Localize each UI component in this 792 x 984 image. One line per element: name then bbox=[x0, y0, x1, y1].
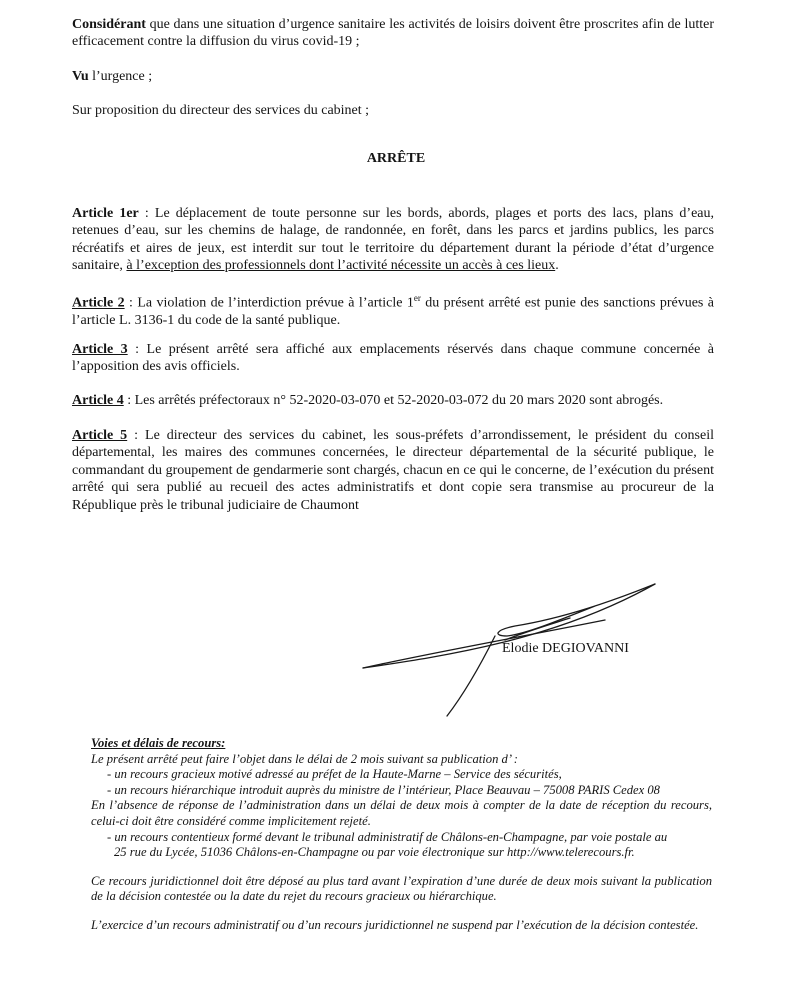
recours-item-gracieux: - un recours gracieux motivé adressé au préfet de la Haute-Marne – Service des sécurités, bbox=[107, 767, 562, 782]
vu-text: l’urgence ; bbox=[88, 69, 153, 84]
article-2-text-after: du présent arrêté est punie des sanctions prévues à l’article L. 3136-1 du code de la santé publique. bbox=[72, 295, 714, 329]
article-5-text: Le directeur des services du cabinet, les sous-préfets d’arrondissement, le président du conseil départemental, les maires des communes concernées, le directeur départemental de la sécurité publique, le commandant du groupement de gendarmerie sont chargés, chacun en ce qui le concerne, de l’exécution du présent arrêté qui sera publié au recueil des actes administratifs et dont copie sera transmise au procureur de la République près le tribunal judiciaire de Chaumont bbox=[72, 428, 715, 513]
article-1-exception: à l’exception des professionnels dont l’activité nécessite un accès à ces lieux bbox=[126, 258, 556, 274]
article-2-superscript: er bbox=[413, 293, 421, 303]
article-3 bbox=[72, 341, 714, 376]
signature-stroke bbox=[498, 584, 655, 636]
article-4-label: Article 4 bbox=[72, 393, 124, 408]
vu-paragraph bbox=[72, 68, 714, 85]
recours-item-contentieux: - un recours contentieux formé devant le tribunal administratif de Châlons-en-Champagne, par voie postale au bbox=[107, 829, 668, 844]
article-4-text: Les arrêtés préfectoraux n° 52-2020-03-070 et 52-2020-03-072 du 20 mars 2020 sont abrogés. bbox=[134, 393, 664, 408]
signatory-name: Elodie DEGIOVANNI bbox=[502, 641, 629, 656]
article-3-text: Le présent arrêté sera affiché aux emplacements réservés dans chaque commune concernée à l’apposition des avis officiels. bbox=[72, 342, 714, 375]
recours-section bbox=[91, 736, 712, 934]
article-5-separator: : bbox=[127, 428, 146, 443]
recours-intro: Le présent arrêté peut faire l’objet dans le délai de 2 mois suivant sa publication d’ : bbox=[91, 751, 518, 766]
recours-heading: Voies et délais de recours: bbox=[91, 736, 226, 750]
article-2-separator: : bbox=[124, 295, 138, 311]
vu-lead: Vu bbox=[72, 69, 89, 84]
recours-suspension: L’exercice d’un recours administratif ou d’un recours juridictionnel ne suspend par l’exécution de la décision contestée. bbox=[91, 917, 699, 932]
article-3-label: Article 3 bbox=[72, 342, 128, 357]
article-1-label: Article 1er bbox=[72, 206, 139, 221]
article-4-separator: : bbox=[123, 393, 135, 408]
recours-juridictionnel: Ce recours juridictionnel doit être déposé au plus tard avant l’expiration d’une durée de deux mois suivant la publication de la décision contestée ou la date du rejet du recours gracieux ou hiérarchique. bbox=[91, 873, 712, 904]
article-1-end: . bbox=[555, 258, 559, 274]
considerant-text: que dans une situation d’urgence sanitaire les activités de loisirs doivent être proscrites afin de lutter efficacement contre la diffusion du virus covid-19 ; bbox=[72, 17, 714, 50]
article-1-separator: : bbox=[138, 206, 155, 221]
article-4 bbox=[72, 392, 714, 409]
arrete-title: ARRÊTE bbox=[366, 151, 426, 166]
recours-item-contentieux-address: 25 rue du Lycée, 51036 Châlons-en-Champagne ou par voie électronique sur http://www.telerecours.fr. bbox=[114, 845, 635, 860]
recours-item-hierarchique: - un recours hiérarchique introduit auprès du ministre de l’intérieur, Place Beauvau – 75008 PARIS Cedex 08 bbox=[107, 782, 660, 797]
recours-absence: En l’absence de réponse de l’administration dans un délai de deux mois à compter de la date de réception du recours, celui-ci doit être considéré comme implicitement rejeté. bbox=[91, 798, 712, 828]
article-2 bbox=[72, 290, 714, 329]
signature-stroke bbox=[447, 636, 495, 716]
article-3-separator: : bbox=[127, 342, 147, 357]
article-5 bbox=[72, 427, 714, 514]
article-1 bbox=[72, 205, 714, 275]
considerant-paragraph bbox=[72, 16, 714, 51]
article-1-text: Le déplacement de toute personne sur les bords, abords, plages et ports des lacs, plans d’eau, retenues d’eau, sur les chemins de halage, de randonnée, en forêt, dans les parcs et jardins publics, les parcs récréatifs et aires de jeux, est interdit sur tout le territoire du département durant la période d’état d’urgence sanitaire, bbox=[72, 206, 714, 274]
article-2-text-before: La violation de l’interdiction prévue à l’article 1 bbox=[137, 295, 414, 311]
proposition-paragraph: Sur proposition du directeur des services du cabinet ; bbox=[72, 103, 370, 118]
article-2-label: Article 2 bbox=[72, 295, 125, 311]
considerant-lead: Considérant bbox=[72, 17, 146, 32]
article-5-label: Article 5 bbox=[72, 428, 128, 443]
